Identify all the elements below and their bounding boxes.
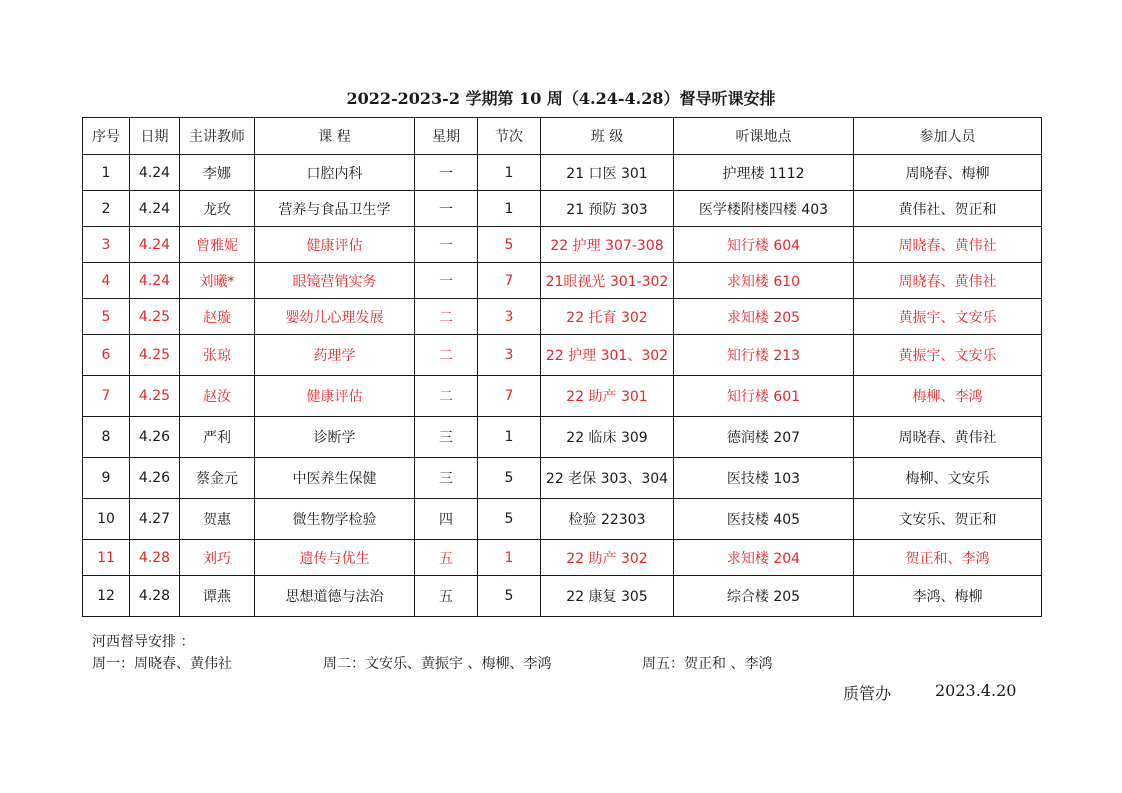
cell-teacher: 刘巧 xyxy=(180,540,255,576)
cell-class: 22 康复 305 xyxy=(541,576,674,617)
cell-course: 微生物学检验 xyxy=(255,499,415,540)
header-course: 课 程 xyxy=(255,118,415,155)
cell-attendees: 黄振宇、文安乐 xyxy=(854,299,1042,335)
cell-location: 求知楼 610 xyxy=(674,263,854,299)
header-period: 节次 xyxy=(478,118,541,155)
cell-location: 德润楼 207 xyxy=(674,417,854,458)
cell-class: 22 护理 301、302 xyxy=(541,335,674,376)
cell-course: 眼镜营销实务 xyxy=(255,263,415,299)
cell-location: 护理楼 1112 xyxy=(674,155,854,191)
header-no: 序号 xyxy=(83,118,130,155)
cell-teacher: 龙玫 xyxy=(180,191,255,227)
cell-course: 健康评估 xyxy=(255,227,415,263)
signoff-date: 2023.4.20 xyxy=(935,681,1017,700)
cell-period: 5 xyxy=(478,576,541,617)
cell-no: 4 xyxy=(83,263,130,299)
cell-teacher: 贺惠 xyxy=(180,499,255,540)
cell-weekday: 二 xyxy=(415,299,478,335)
cell-teacher: 严利 xyxy=(180,417,255,458)
cell-course: 营养与食品卫生学 xyxy=(255,191,415,227)
cell-weekday: 一 xyxy=(415,263,478,299)
cell-class: 22 护理 307-308 xyxy=(541,227,674,263)
notes-heading: 河西督导安排 ： xyxy=(92,634,195,650)
table-row xyxy=(83,335,1042,376)
cell-no: 8 xyxy=(83,417,130,458)
table-row xyxy=(83,299,1042,335)
cell-attendees: 文安乐、贺正和 xyxy=(854,499,1042,540)
cell-course: 婴幼儿心理发展 xyxy=(255,299,415,335)
cell-class: 22 助产 301 xyxy=(541,376,674,417)
cell-attendees: 周晓春、梅柳 xyxy=(854,155,1042,191)
cell-location: 医学楼附楼四楼 403 xyxy=(674,191,854,227)
cell-period: 3 xyxy=(478,335,541,376)
cell-course: 口腔内科 xyxy=(255,155,415,191)
table-row xyxy=(83,540,1042,576)
cell-attendees: 贺正和、李鸿 xyxy=(854,540,1042,576)
cell-teacher: 张琼 xyxy=(180,335,255,376)
cell-no: 12 xyxy=(83,576,130,617)
cell-period: 5 xyxy=(478,227,541,263)
cell-date: 4.28 xyxy=(130,576,180,617)
cell-weekday: 二 xyxy=(415,335,478,376)
table-row xyxy=(83,417,1042,458)
cell-date: 4.26 xyxy=(130,417,180,458)
cell-date: 4.28 xyxy=(130,540,180,576)
cell-teacher: 刘曦* xyxy=(180,263,255,299)
header-teacher: 主讲教师 xyxy=(180,118,255,155)
schedule-table xyxy=(82,117,1042,617)
cell-date: 4.25 xyxy=(130,299,180,335)
cell-no: 1 xyxy=(83,155,130,191)
cell-period: 3 xyxy=(478,299,541,335)
header-row xyxy=(83,118,1042,155)
cell-attendees: 周晓春、黄伟社 xyxy=(854,227,1042,263)
cell-class: 21 预防 303 xyxy=(541,191,674,227)
cell-date: 4.24 xyxy=(130,227,180,263)
cell-period: 1 xyxy=(478,191,541,227)
table-row xyxy=(83,191,1042,227)
cell-no: 6 xyxy=(83,335,130,376)
cell-course: 健康评估 xyxy=(255,376,415,417)
cell-teacher: 赵璇 xyxy=(180,299,255,335)
cell-no: 7 xyxy=(83,376,130,417)
cell-weekday: 四 xyxy=(415,499,478,540)
cell-no: 2 xyxy=(83,191,130,227)
cell-course: 思想道德与法治 xyxy=(255,576,415,617)
cell-attendees: 周晓春、黄伟社 xyxy=(854,417,1042,458)
cell-no: 11 xyxy=(83,540,130,576)
cell-class: 21眼视光 301-302 xyxy=(541,263,674,299)
header-date: 日期 xyxy=(130,118,180,155)
table-row xyxy=(83,499,1042,540)
header-location: 听课地点 xyxy=(674,118,854,155)
cell-teacher: 蔡金元 xyxy=(180,458,255,499)
cell-date: 4.24 xyxy=(130,263,180,299)
cell-date: 4.25 xyxy=(130,376,180,417)
cell-location: 求知楼 205 xyxy=(674,299,854,335)
header-attendees: 参加人员 xyxy=(854,118,1042,155)
signoff-office: 质管办 xyxy=(843,684,892,703)
table-row xyxy=(83,227,1042,263)
header-weekday: 星期 xyxy=(415,118,478,155)
cell-class: 22 临床 309 xyxy=(541,417,674,458)
cell-attendees: 黄伟社、贺正和 xyxy=(854,191,1042,227)
table-row xyxy=(83,155,1042,191)
cell-period: 5 xyxy=(478,499,541,540)
document-title: 2022-2023-2 学期第 10 周（4.24-4.28）督导听课安排 xyxy=(346,89,776,108)
cell-period: 5 xyxy=(478,458,541,499)
cell-location: 医技楼 103 xyxy=(674,458,854,499)
cell-location: 知行楼 213 xyxy=(674,335,854,376)
cell-location: 医技楼 405 xyxy=(674,499,854,540)
notes-monday: 周一：周晓春、黄伟社 xyxy=(92,656,232,672)
cell-no: 9 xyxy=(83,458,130,499)
cell-date: 4.26 xyxy=(130,458,180,499)
table-row xyxy=(83,263,1042,299)
cell-period: 7 xyxy=(478,376,541,417)
cell-attendees: 李鸿、梅柳 xyxy=(854,576,1042,617)
cell-period: 1 xyxy=(478,155,541,191)
cell-course: 中医养生保健 xyxy=(255,458,415,499)
header-class: 班 级 xyxy=(541,118,674,155)
cell-weekday: 一 xyxy=(415,227,478,263)
cell-date: 4.24 xyxy=(130,155,180,191)
table-row xyxy=(83,376,1042,417)
cell-no: 10 xyxy=(83,499,130,540)
cell-class: 22 老保 303、304 xyxy=(541,458,674,499)
cell-attendees: 梅柳、文安乐 xyxy=(854,458,1042,499)
cell-location: 综合楼 205 xyxy=(674,576,854,617)
table-row xyxy=(83,576,1042,617)
cell-no: 5 xyxy=(83,299,130,335)
cell-weekday: 一 xyxy=(415,191,478,227)
cell-teacher: 谭燕 xyxy=(180,576,255,617)
table-row xyxy=(83,458,1042,499)
cell-date: 4.24 xyxy=(130,191,180,227)
notes-tuesday: 周二：文安乐、黄振宇 、梅柳、李鸿 xyxy=(323,656,552,672)
cell-attendees: 梅柳、李鸿 xyxy=(854,376,1042,417)
cell-no: 3 xyxy=(83,227,130,263)
cell-attendees: 周晓春、黄伟社 xyxy=(854,263,1042,299)
cell-class: 22 助产 302 xyxy=(541,540,674,576)
cell-attendees: 黄振宇、文安乐 xyxy=(854,335,1042,376)
cell-location: 知行楼 604 xyxy=(674,227,854,263)
cell-location: 知行楼 601 xyxy=(674,376,854,417)
cell-weekday: 二 xyxy=(415,376,478,417)
cell-location: 求知楼 204 xyxy=(674,540,854,576)
notes-friday: 周五：贺正和 、李鸿 xyxy=(642,656,773,672)
cell-weekday: 一 xyxy=(415,155,478,191)
cell-class: 22 托育 302 xyxy=(541,299,674,335)
cell-period: 7 xyxy=(478,263,541,299)
cell-date: 4.27 xyxy=(130,499,180,540)
cell-weekday: 三 xyxy=(415,417,478,458)
cell-period: 1 xyxy=(478,417,541,458)
cell-weekday: 五 xyxy=(415,576,478,617)
cell-class: 21 口医 301 xyxy=(541,155,674,191)
cell-teacher: 赵汝 xyxy=(180,376,255,417)
cell-date: 4.25 xyxy=(130,335,180,376)
cell-teacher: 李娜 xyxy=(180,155,255,191)
cell-teacher: 曾雅妮 xyxy=(180,227,255,263)
cell-period: 1 xyxy=(478,540,541,576)
table-body xyxy=(83,155,1042,617)
cell-weekday: 三 xyxy=(415,458,478,499)
cell-course: 药理学 xyxy=(255,335,415,376)
cell-class: 检验 22303 xyxy=(541,499,674,540)
cell-weekday: 五 xyxy=(415,540,478,576)
cell-course: 诊断学 xyxy=(255,417,415,458)
cell-course: 遗传与优生 xyxy=(255,540,415,576)
